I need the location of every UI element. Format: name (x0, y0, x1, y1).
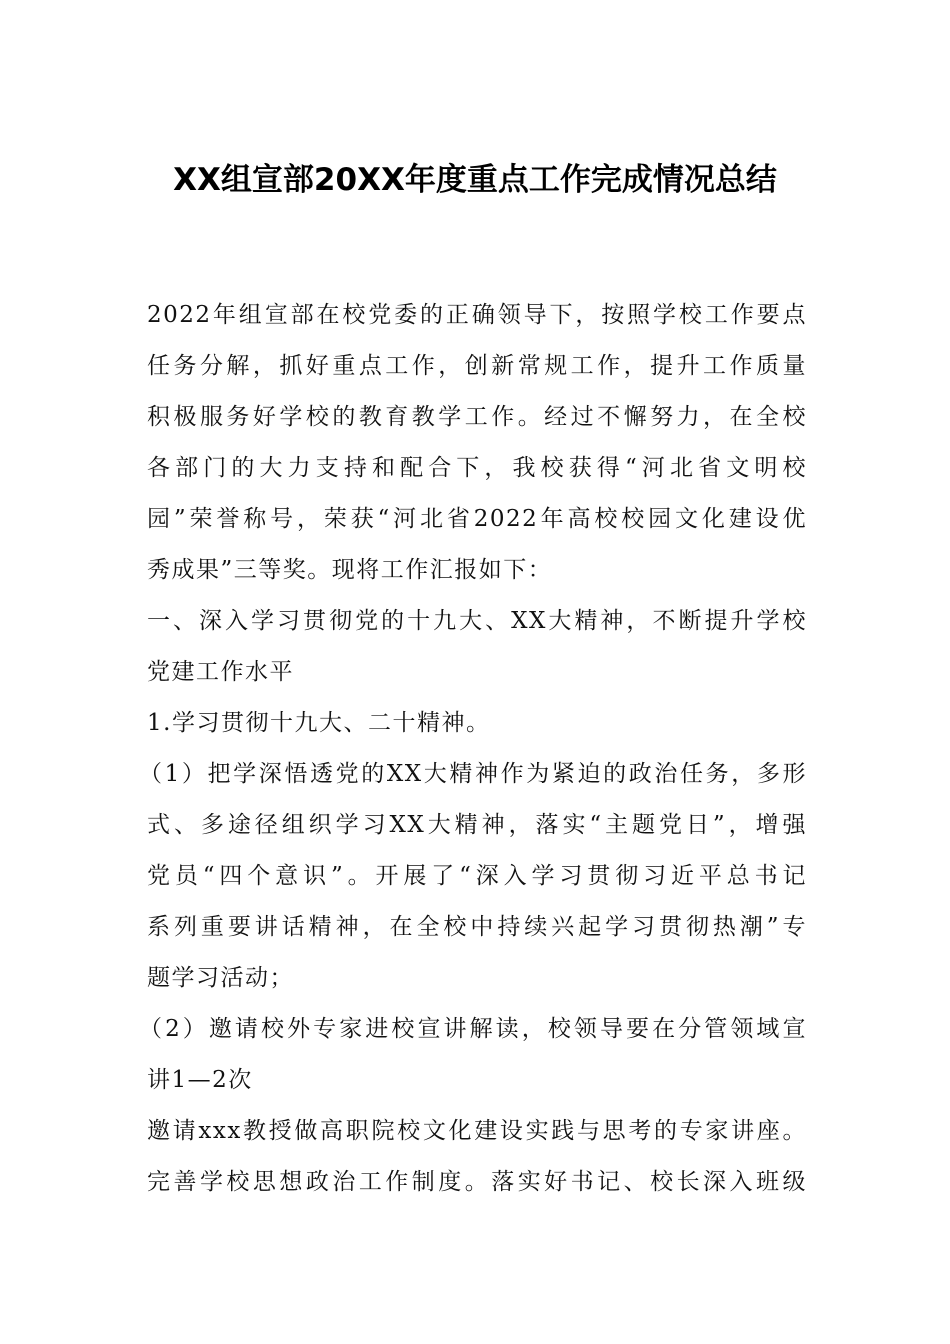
paragraph-line: 系列重要讲话精神，在全校中持续兴起学习贯彻热潮”专 (147, 914, 807, 940)
paragraph-line: 2022年组宣部在校党委的正确领导下，按照学校工作要点 (147, 302, 807, 328)
section-heading-line: 一、深入学习贯彻党的十九大、XX大精神，不断提升学校 (147, 608, 807, 634)
paragraph-line: 积极服务好学校的教育教学工作。经过不懈努力，在全校 (147, 404, 807, 430)
paragraph-line: 讲1—2次 (147, 1067, 253, 1093)
paragraph-line: （2）邀请校外专家进校宣讲解读，校领导要在分管领域宣 (139, 1016, 807, 1042)
paragraph-line: 园”荣誉称号，荣获“河北省2022年高校校园文化建设优 (147, 506, 807, 532)
document-title: XX组宣部20XX年度重点工作完成情况总结 (173, 162, 777, 198)
paragraph-line: 秀成果”三等奖。现将工作汇报如下： (147, 557, 553, 583)
paragraph-line: 式、多途径组织学习XX大精神，落实“主题党日”，增强 (147, 812, 807, 838)
document-body (139, 290, 807, 1208)
paragraph-line: 任务分解，抓好重点工作，创新常规工作，提升工作质量 (147, 353, 807, 379)
paragraph-line: 完善学校思想政治工作制度。落实好书记、校长深入班级 (147, 1169, 807, 1195)
paragraph-line: （1）把学深悟透党的XX大精神作为紧迫的政治任务，多形 (139, 761, 807, 787)
paragraph-line: 各部门的大力支持和配合下，我校获得“河北省文明校 (147, 455, 807, 481)
paragraph-line: 党员“四个意识”。开展了“深入学习贯彻习近平总书记 (147, 863, 807, 889)
paragraph-line: 邀请xxx教授做高职院校文化建设实践与思考的专家讲座。 (147, 1118, 807, 1144)
paragraph-line: 题学习活动； (147, 965, 294, 991)
subsection-heading: 1.学习贯彻十九大、二十精神。 (147, 710, 491, 736)
section-heading-line: 党建工作水平 (147, 659, 294, 685)
